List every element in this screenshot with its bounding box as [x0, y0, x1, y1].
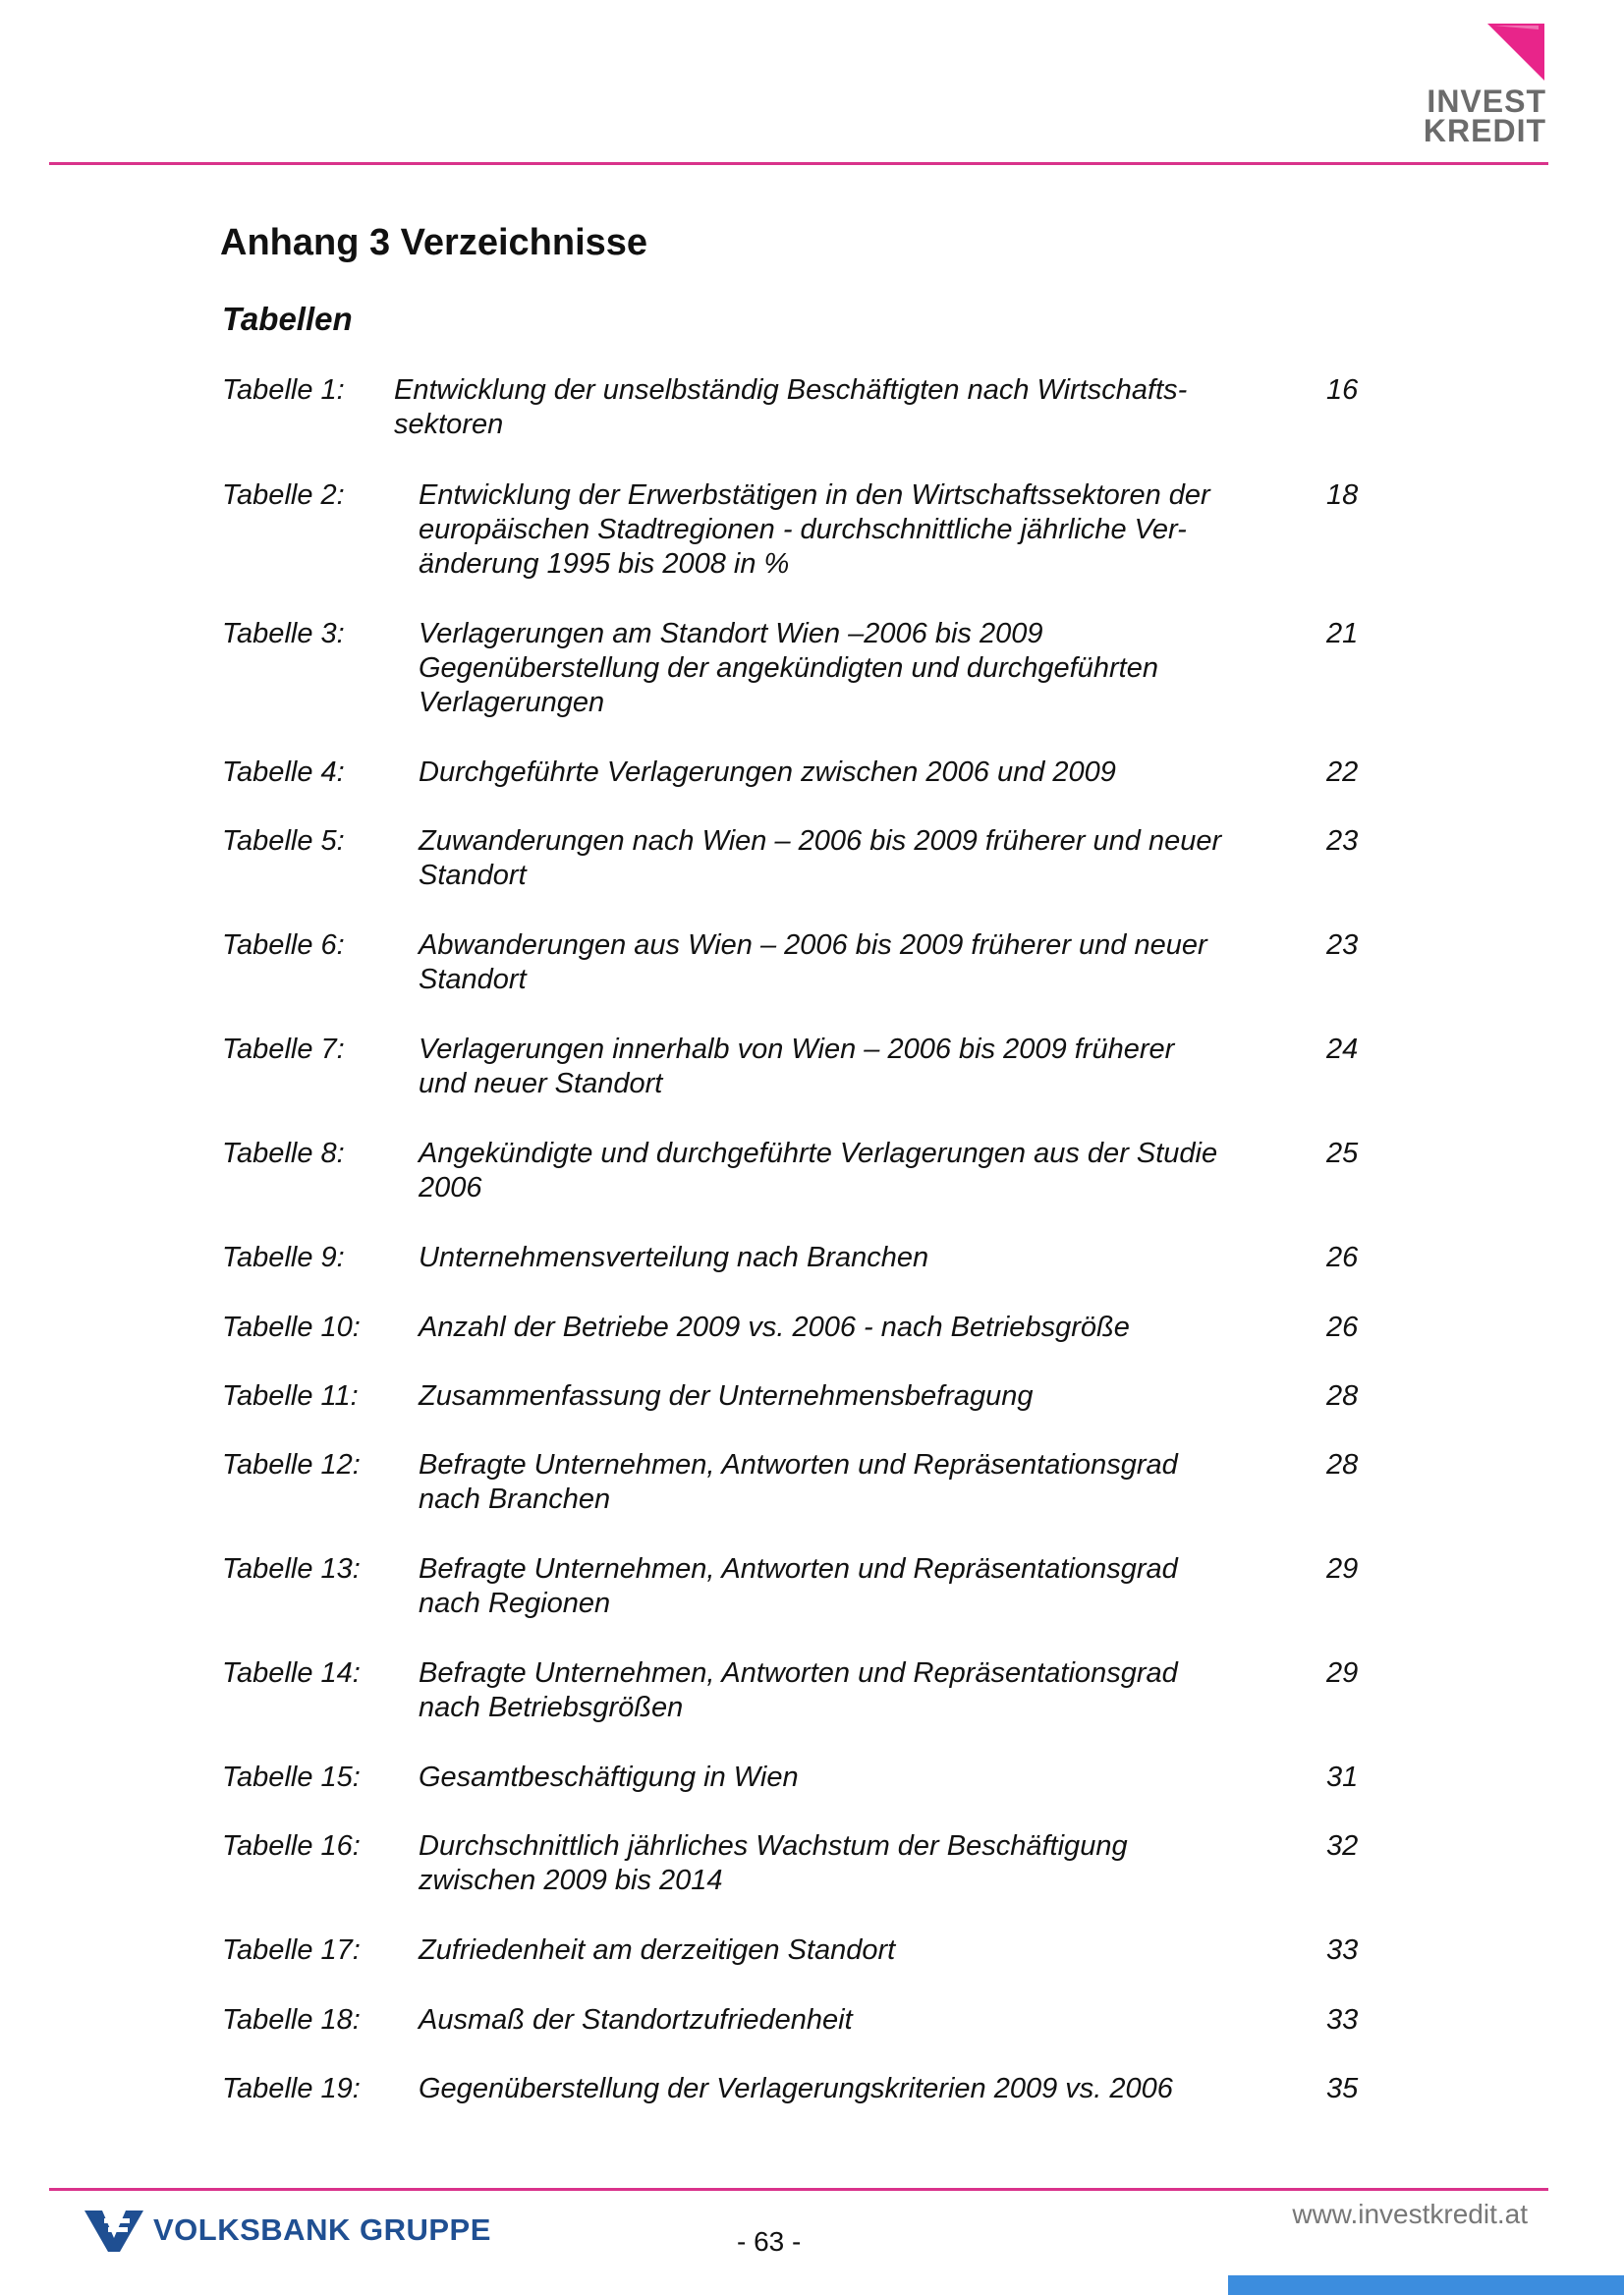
logo-triangle-mark [1484, 22, 1546, 83]
table-entry-title-line: Verlagerungen [419, 687, 605, 718]
table-entry-label: Tabelle 7: [222, 1034, 345, 1065]
table-entry-title-line: Befragte Unternehmen, Antworten und Repräsentationsgrad [419, 1657, 1178, 1689]
volksbank-logo [84, 2205, 491, 2256]
page-number: - 63 - [737, 2226, 802, 2257]
logo-wordmark [1423, 84, 1546, 148]
table-entry-page: 26 [1326, 1242, 1359, 1273]
table-entry-title-line: europäischen Stadtregionen - durchschnittliche jährliche Ver- [419, 514, 1187, 545]
volksbank-v-icon [84, 2207, 145, 2254]
table-entry-label: Tabelle 19: [222, 2073, 361, 2104]
footer-url[interactable]: www.investkredit.at [1292, 2199, 1528, 2229]
table-entry-page: 29 [1326, 1553, 1359, 1585]
table-entry-title-line: Gesamtbeschäftigung in Wien [419, 1762, 799, 1793]
table-entry-label: Tabelle 16: [222, 1830, 361, 1862]
table-entry-label: Tabelle 4: [222, 756, 345, 788]
table-entry-title-line: änderung 1995 bis 2008 in % [419, 548, 790, 580]
table-entry-page: 32 [1326, 1830, 1359, 1862]
footer-divider [49, 2188, 1548, 2191]
table-entry-title-line: Gegenüberstellung der angekündigten und durchgeführten [419, 652, 1158, 684]
table-entry-title-line: Zuwanderungen nach Wien – 2006 bis 2009 früherer und neuer [419, 825, 1222, 857]
table-entry-title-line: nach Branchen [419, 1483, 611, 1515]
table-entry-label: Tabelle 9: [222, 1242, 345, 1273]
table-entry-title-line: Durchschnittlich jährliches Wachstum der Beschäftigung [419, 1830, 1128, 1862]
table-entry-label: Tabelle 15: [222, 1762, 361, 1793]
table-entry-page: 23 [1326, 825, 1359, 857]
table-entry-title-line: Standort [419, 964, 527, 995]
table-entry-label: Tabelle 2: [222, 479, 345, 511]
table-entry-page: 22 [1326, 756, 1359, 788]
table-entry-page: 26 [1326, 1312, 1359, 1343]
table-entry-label: Tabelle 14: [222, 1657, 361, 1689]
table-entry-label: Tabelle 3: [222, 618, 345, 649]
table-entry-label: Tabelle 13: [222, 1553, 361, 1585]
table-entry-title-line: nach Betriebsgrößen [419, 1692, 684, 1723]
table-entry-title-line: Durchgeführte Verlagerungen zwischen 2006 und 2009 [419, 756, 1116, 788]
table-entry-title-line: Verlagerungen am Standort Wien –2006 bis 2009 [419, 618, 1043, 649]
table-entry-page: 33 [1326, 2004, 1359, 2036]
subsection-title: Tabellen [222, 301, 353, 337]
table-entry-title-line: Befragte Unternehmen, Antworten und Repräsentationsgrad [419, 1449, 1178, 1481]
header-divider [49, 162, 1548, 165]
table-entry-label: Tabelle 10: [222, 1312, 361, 1343]
logo-line-2: KREDIT [1423, 113, 1546, 148]
section-title: Anhang 3 Verzeichnisse [220, 222, 648, 263]
table-entry-title-line: Gegenüberstellung der Verlagerungskriterien 2009 vs. 2006 [419, 2073, 1173, 2104]
footer-brand: VOLKSBANK GRUPPE [153, 2212, 491, 2247]
table-entry-title-line: Entwicklung der Erwerbstätigen in den Wirtschaftssektoren der [419, 479, 1210, 511]
table-entry-label: Tabelle 11: [222, 1380, 359, 1412]
table-entry-page: 23 [1326, 929, 1359, 961]
table-entry-title-line: Ausmaß der Standortzufriedenheit [419, 2004, 853, 2036]
table-entry-label: Tabelle 17: [222, 1934, 361, 1966]
table-entry-label: Tabelle 5: [222, 825, 345, 857]
table-entry-title-line: Unternehmensverteilung nach Branchen [419, 1242, 929, 1273]
table-entry-title-line: Standort [419, 860, 527, 891]
table-entry-page: 18 [1326, 479, 1359, 511]
table-entry-page: 35 [1326, 2073, 1359, 2104]
table-entry-title-line: Zufriedenheit am derzeitigen Standort [419, 1934, 896, 1966]
table-entry-page: 31 [1326, 1762, 1359, 1793]
table-entry-label: Tabelle 6: [222, 929, 345, 961]
table-entry-title-line: zwischen 2009 bis 2014 [419, 1865, 723, 1896]
table-entry-title-line: und neuer Standort [419, 1068, 663, 1099]
table-entry-title-line: Zusammenfassung der Unternehmensbefragung [419, 1380, 1034, 1412]
investkredit-logo [1415, 22, 1552, 149]
table-entry-page: 28 [1326, 1380, 1359, 1412]
table-entry-title-line: Entwicklung der unselbständig Beschäftigten nach Wirtschafts- [394, 374, 1188, 406]
table-entry-page: 25 [1326, 1138, 1359, 1169]
table-entry-page: 21 [1326, 618, 1359, 649]
table-entry-title-line: Anzahl der Betriebe 2009 vs. 2006 - nach Betriebsgröße [419, 1312, 1130, 1343]
table-entry-title-line: Befragte Unternehmen, Antworten und Repräsentationsgrad [419, 1553, 1178, 1585]
table-entry-title-line: nach Regionen [419, 1588, 611, 1619]
table-entry-page: 33 [1326, 1934, 1359, 1966]
table-entry-label: Tabelle 8: [222, 1138, 345, 1169]
table-entry-title-line: 2006 [419, 1172, 482, 1203]
table-entry-title-line: Abwanderungen aus Wien – 2006 bis 2009 früherer und neuer [419, 929, 1207, 961]
table-entry-title-line: sektoren [394, 409, 504, 440]
table-entry-page: 16 [1326, 374, 1359, 406]
footer-accent-bar [1228, 2275, 1624, 2295]
table-entry-title [394, 373, 1475, 442]
table-entry-label: Tabelle 1: [222, 374, 345, 406]
table-entry-page: 28 [1326, 1449, 1359, 1481]
table-entry-label: Tabelle 12: [222, 1449, 361, 1481]
logo-line-1: INVEST [1427, 84, 1546, 119]
table-entry-title-line: Angekündigte und durchgeführte Verlagerungen aus der Studie [419, 1138, 1218, 1169]
table-entry-page: 24 [1326, 1034, 1359, 1065]
table-entry-label: Tabelle 18: [222, 2004, 361, 2036]
table-entry-page: 29 [1326, 1657, 1359, 1689]
table-entry-title-line: Verlagerungen innerhalb von Wien – 2006 bis 2009 früherer [419, 1034, 1175, 1065]
